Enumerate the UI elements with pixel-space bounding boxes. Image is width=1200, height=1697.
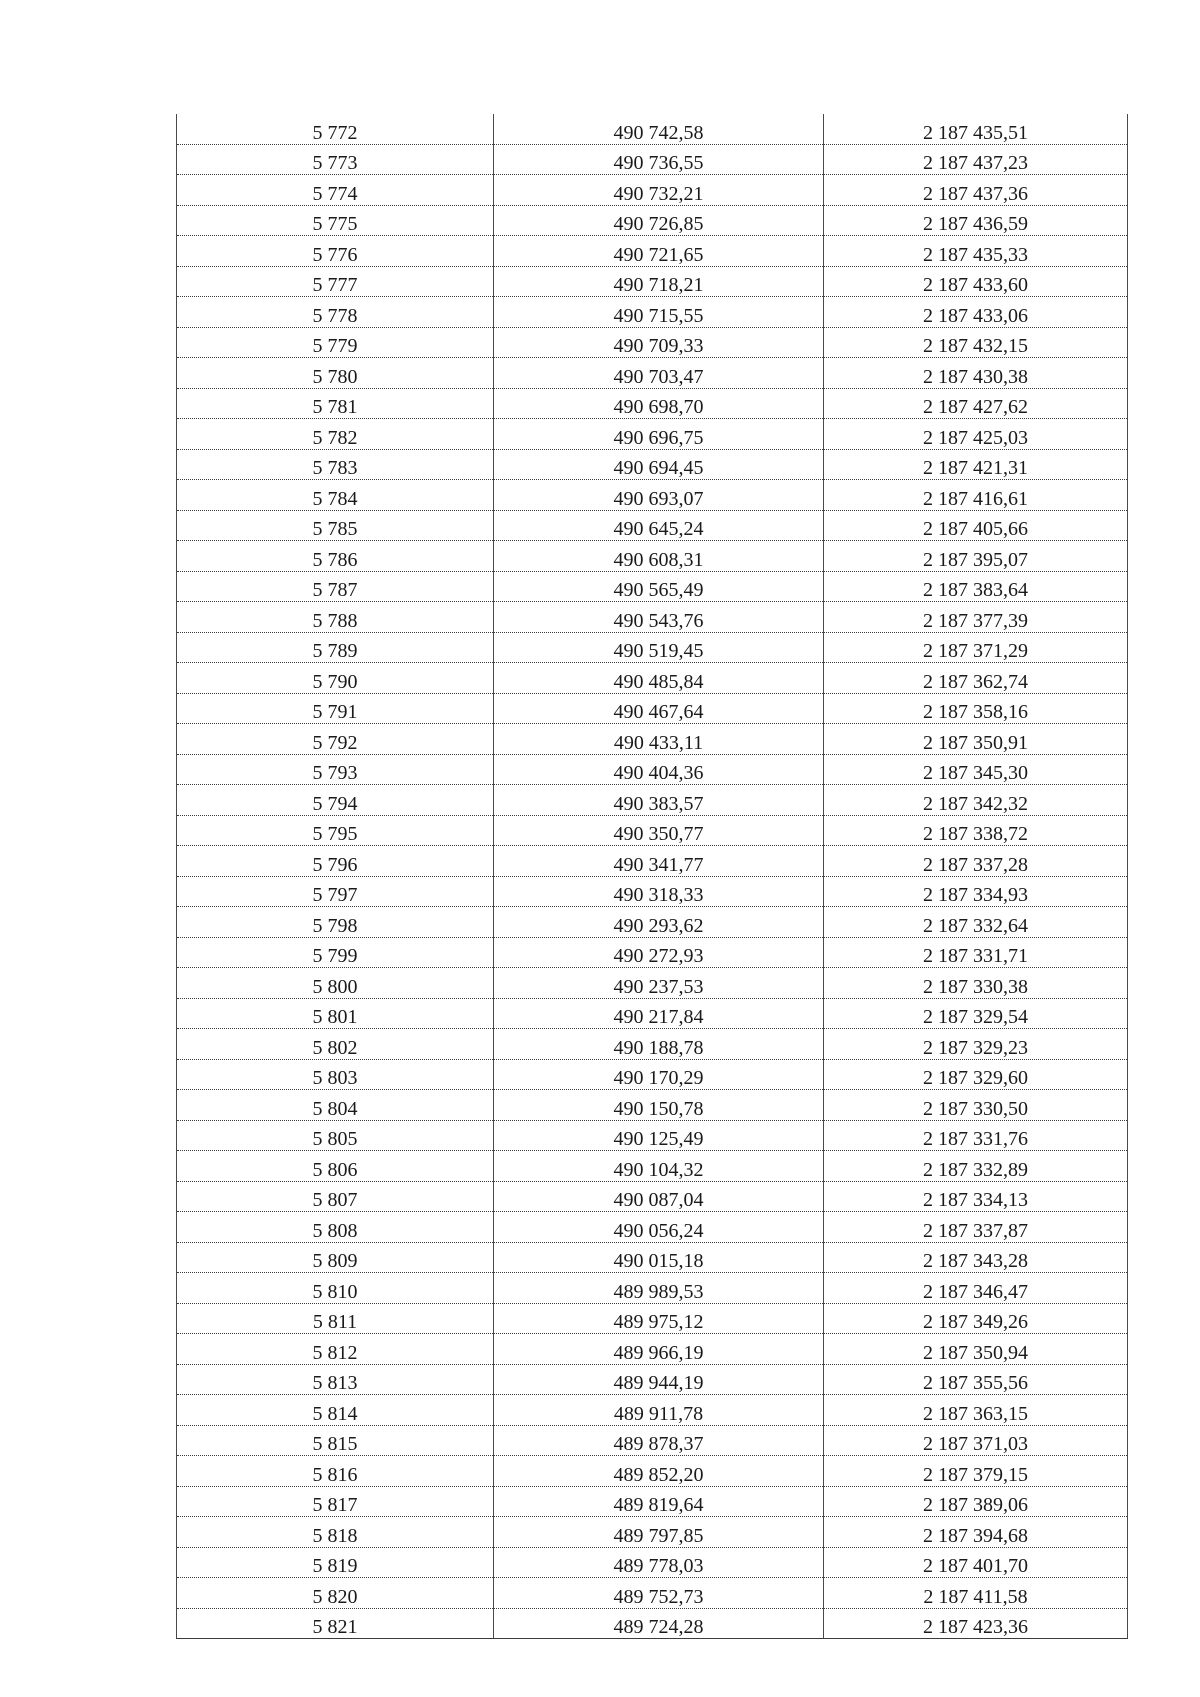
y-coordinate-cell: 2 187 395,07 [824,541,1128,572]
y-coordinate-cell: 2 187 389,06 [824,1486,1128,1517]
y-coordinate-cell: 2 187 371,03 [824,1425,1128,1456]
y-coordinate-cell: 2 187 436,59 [824,205,1128,236]
table-row [177,510,1128,541]
table-row [177,327,1128,358]
point-number-cell: 5 815 [177,1425,494,1456]
point-number-cell: 5 797 [177,876,494,907]
point-number-cell: 5 782 [177,419,494,450]
point-number-cell: 5 799 [177,937,494,968]
table-row [177,663,1128,694]
y-coordinate-cell: 2 187 349,26 [824,1303,1128,1334]
y-coordinate-cell: 2 187 330,50 [824,1090,1128,1121]
point-number-cell: 5 813 [177,1364,494,1395]
point-number-cell: 5 790 [177,663,494,694]
y-coordinate-cell: 2 187 405,66 [824,510,1128,541]
x-coordinate-cell: 489 911,78 [494,1395,824,1426]
table-row [177,1151,1128,1182]
point-number-cell: 5 779 [177,327,494,358]
x-coordinate-cell: 490 709,33 [494,327,824,358]
x-coordinate-cell: 490 485,84 [494,663,824,694]
x-coordinate-cell: 490 150,78 [494,1090,824,1121]
x-coordinate-cell: 490 718,21 [494,266,824,297]
table-row [177,968,1128,999]
x-coordinate-cell: 489 975,12 [494,1303,824,1334]
x-coordinate-cell: 490 543,76 [494,602,824,633]
point-number-cell: 5 812 [177,1334,494,1365]
point-number-cell: 5 809 [177,1242,494,1273]
point-number-cell: 5 800 [177,968,494,999]
table-row [177,419,1128,450]
x-coordinate-cell: 489 797,85 [494,1517,824,1548]
x-coordinate-cell: 489 724,28 [494,1608,824,1639]
y-coordinate-cell: 2 187 371,29 [824,632,1128,663]
x-coordinate-cell: 490 015,18 [494,1242,824,1273]
point-number-cell: 5 803 [177,1059,494,1090]
point-number-cell: 5 792 [177,724,494,755]
x-coordinate-cell: 490 715,55 [494,297,824,328]
x-coordinate-cell: 490 350,77 [494,815,824,846]
y-coordinate-cell: 2 187 358,16 [824,693,1128,724]
y-coordinate-cell: 2 187 432,15 [824,327,1128,358]
y-coordinate-cell: 2 187 329,23 [824,1029,1128,1060]
point-number-cell: 5 780 [177,358,494,389]
y-coordinate-cell: 2 187 334,13 [824,1181,1128,1212]
y-coordinate-cell: 2 187 350,94 [824,1334,1128,1365]
y-coordinate-cell: 2 187 342,32 [824,785,1128,816]
point-number-cell: 5 817 [177,1486,494,1517]
x-coordinate-cell: 490 696,75 [494,419,824,450]
x-coordinate-cell: 489 819,64 [494,1486,824,1517]
point-number-cell: 5 784 [177,480,494,511]
x-coordinate-cell: 490 608,31 [494,541,824,572]
x-coordinate-cell: 490 318,33 [494,876,824,907]
y-coordinate-cell: 2 187 425,03 [824,419,1128,450]
table-row [177,205,1128,236]
x-coordinate-cell: 490 645,24 [494,510,824,541]
point-number-cell: 5 777 [177,266,494,297]
x-coordinate-cell: 489 966,19 [494,1334,824,1365]
point-number-cell: 5 772 [177,114,494,144]
x-coordinate-cell: 490 732,21 [494,175,824,206]
point-number-cell: 5 804 [177,1090,494,1121]
table-row [177,449,1128,480]
y-coordinate-cell: 2 187 437,23 [824,144,1128,175]
x-coordinate-cell: 490 693,07 [494,480,824,511]
y-coordinate-cell: 2 187 331,71 [824,937,1128,968]
point-number-cell: 5 794 [177,785,494,816]
y-coordinate-cell: 2 187 331,76 [824,1120,1128,1151]
x-coordinate-cell: 490 703,47 [494,358,824,389]
y-coordinate-cell: 2 187 329,54 [824,998,1128,1029]
point-number-cell: 5 820 [177,1578,494,1609]
table-row [177,480,1128,511]
point-number-cell: 5 819 [177,1547,494,1578]
y-coordinate-cell: 2 187 430,38 [824,358,1128,389]
table-row [177,1425,1128,1456]
table-row [177,358,1128,389]
table-row [177,1364,1128,1395]
table-row [177,602,1128,633]
y-coordinate-cell: 2 187 433,06 [824,297,1128,328]
y-coordinate-cell: 2 187 363,15 [824,1395,1128,1426]
x-coordinate-cell: 490 694,45 [494,449,824,480]
x-coordinate-cell: 490 341,77 [494,846,824,877]
y-coordinate-cell: 2 187 435,33 [824,236,1128,267]
table-row [177,693,1128,724]
table-row [177,754,1128,785]
table-row [177,1517,1128,1548]
y-coordinate-cell: 2 187 346,47 [824,1273,1128,1304]
x-coordinate-cell: 490 467,64 [494,693,824,724]
y-coordinate-cell: 2 187 383,64 [824,571,1128,602]
x-coordinate-cell: 490 125,49 [494,1120,824,1151]
x-coordinate-cell: 489 852,20 [494,1456,824,1487]
x-coordinate-cell: 490 170,29 [494,1059,824,1090]
table-row [177,1303,1128,1334]
table-row [177,175,1128,206]
table-row [177,266,1128,297]
x-coordinate-cell: 490 087,04 [494,1181,824,1212]
point-number-cell: 5 788 [177,602,494,633]
point-number-cell: 5 793 [177,754,494,785]
x-coordinate-cell: 490 698,70 [494,388,824,419]
table-row [177,236,1128,267]
x-coordinate-cell: 490 565,49 [494,571,824,602]
point-number-cell: 5 785 [177,510,494,541]
point-number-cell: 5 810 [177,1273,494,1304]
table-row [177,1181,1128,1212]
x-coordinate-cell: 490 217,84 [494,998,824,1029]
point-number-cell: 5 807 [177,1181,494,1212]
point-number-cell: 5 802 [177,1029,494,1060]
table-row [177,571,1128,602]
point-number-cell: 5 791 [177,693,494,724]
table-row [177,1608,1128,1639]
table-row [177,907,1128,938]
table-row [177,1456,1128,1487]
x-coordinate-cell: 490 293,62 [494,907,824,938]
x-coordinate-cell: 489 752,73 [494,1578,824,1609]
y-coordinate-cell: 2 187 433,60 [824,266,1128,297]
point-number-cell: 5 789 [177,632,494,663]
table-row [177,1547,1128,1578]
y-coordinate-cell: 2 187 377,39 [824,602,1128,633]
x-coordinate-cell: 490 519,45 [494,632,824,663]
table-row [177,815,1128,846]
table-row [177,632,1128,663]
y-coordinate-cell: 2 187 332,64 [824,907,1128,938]
y-coordinate-cell: 2 187 437,36 [824,175,1128,206]
table-row [177,876,1128,907]
table-row [177,144,1128,175]
y-coordinate-cell: 2 187 329,60 [824,1059,1128,1090]
point-number-cell: 5 783 [177,449,494,480]
y-coordinate-cell: 2 187 427,62 [824,388,1128,419]
x-coordinate-cell: 490 237,53 [494,968,824,999]
y-coordinate-cell: 2 187 334,93 [824,876,1128,907]
table-row [177,1273,1128,1304]
table-row [177,998,1128,1029]
point-number-cell: 5 805 [177,1120,494,1151]
x-coordinate-cell: 490 726,85 [494,205,824,236]
y-coordinate-cell: 2 187 343,28 [824,1242,1128,1273]
point-number-cell: 5 776 [177,236,494,267]
table-row [177,297,1128,328]
table-row [177,1334,1128,1365]
point-number-cell: 5 816 [177,1456,494,1487]
table-row [177,1486,1128,1517]
table-row [177,114,1128,144]
x-coordinate-cell: 490 404,36 [494,754,824,785]
x-coordinate-cell: 490 104,32 [494,1151,824,1182]
point-number-cell: 5 775 [177,205,494,236]
table-row [177,1242,1128,1273]
table-row [177,1212,1128,1243]
x-coordinate-cell: 490 056,24 [494,1212,824,1243]
point-number-cell: 5 781 [177,388,494,419]
table-row [177,1578,1128,1609]
table-row [177,388,1128,419]
point-number-cell: 5 774 [177,175,494,206]
point-number-cell: 5 808 [177,1212,494,1243]
point-number-cell: 5 786 [177,541,494,572]
table-row [177,1395,1128,1426]
table-row [177,1120,1128,1151]
point-number-cell: 5 773 [177,144,494,175]
table-row [177,1029,1128,1060]
y-coordinate-cell: 2 187 401,70 [824,1547,1128,1578]
coordinates-table [176,114,1128,1639]
x-coordinate-cell: 490 433,11 [494,724,824,755]
y-coordinate-cell: 2 187 416,61 [824,480,1128,511]
x-coordinate-cell: 490 383,57 [494,785,824,816]
y-coordinate-cell: 2 187 350,91 [824,724,1128,755]
y-coordinate-cell: 2 187 362,74 [824,663,1128,694]
table-row [177,846,1128,877]
y-coordinate-cell: 2 187 421,31 [824,449,1128,480]
point-number-cell: 5 806 [177,1151,494,1182]
x-coordinate-cell: 489 989,53 [494,1273,824,1304]
point-number-cell: 5 778 [177,297,494,328]
x-coordinate-cell: 490 721,65 [494,236,824,267]
table-row [177,1059,1128,1090]
table-row [177,1090,1128,1121]
x-coordinate-cell: 489 878,37 [494,1425,824,1456]
table-row [177,937,1128,968]
point-number-cell: 5 795 [177,815,494,846]
y-coordinate-cell: 2 187 394,68 [824,1517,1128,1548]
y-coordinate-cell: 2 187 345,30 [824,754,1128,785]
point-number-cell: 5 821 [177,1608,494,1639]
y-coordinate-cell: 2 187 355,56 [824,1364,1128,1395]
point-number-cell: 5 818 [177,1517,494,1548]
y-coordinate-cell: 2 187 379,15 [824,1456,1128,1487]
x-coordinate-cell: 490 188,78 [494,1029,824,1060]
y-coordinate-cell: 2 187 332,89 [824,1151,1128,1182]
y-coordinate-cell: 2 187 337,87 [824,1212,1128,1243]
point-number-cell: 5 814 [177,1395,494,1426]
point-number-cell: 5 787 [177,571,494,602]
y-coordinate-cell: 2 187 338,72 [824,815,1128,846]
x-coordinate-cell: 489 944,19 [494,1364,824,1395]
y-coordinate-cell: 2 187 337,28 [824,846,1128,877]
point-number-cell: 5 798 [177,907,494,938]
y-coordinate-cell: 2 187 330,38 [824,968,1128,999]
x-coordinate-cell: 489 778,03 [494,1547,824,1578]
y-coordinate-cell: 2 187 411,58 [824,1578,1128,1609]
table-row [177,785,1128,816]
y-coordinate-cell: 2 187 423,36 [824,1608,1128,1639]
y-coordinate-cell: 2 187 435,51 [824,114,1128,144]
coordinates-table-body [177,114,1128,1639]
table-row [177,724,1128,755]
x-coordinate-cell: 490 736,55 [494,144,824,175]
point-number-cell: 5 801 [177,998,494,1029]
table-row [177,541,1128,572]
point-number-cell: 5 796 [177,846,494,877]
x-coordinate-cell: 490 742,58 [494,114,824,144]
point-number-cell: 5 811 [177,1303,494,1334]
x-coordinate-cell: 490 272,93 [494,937,824,968]
